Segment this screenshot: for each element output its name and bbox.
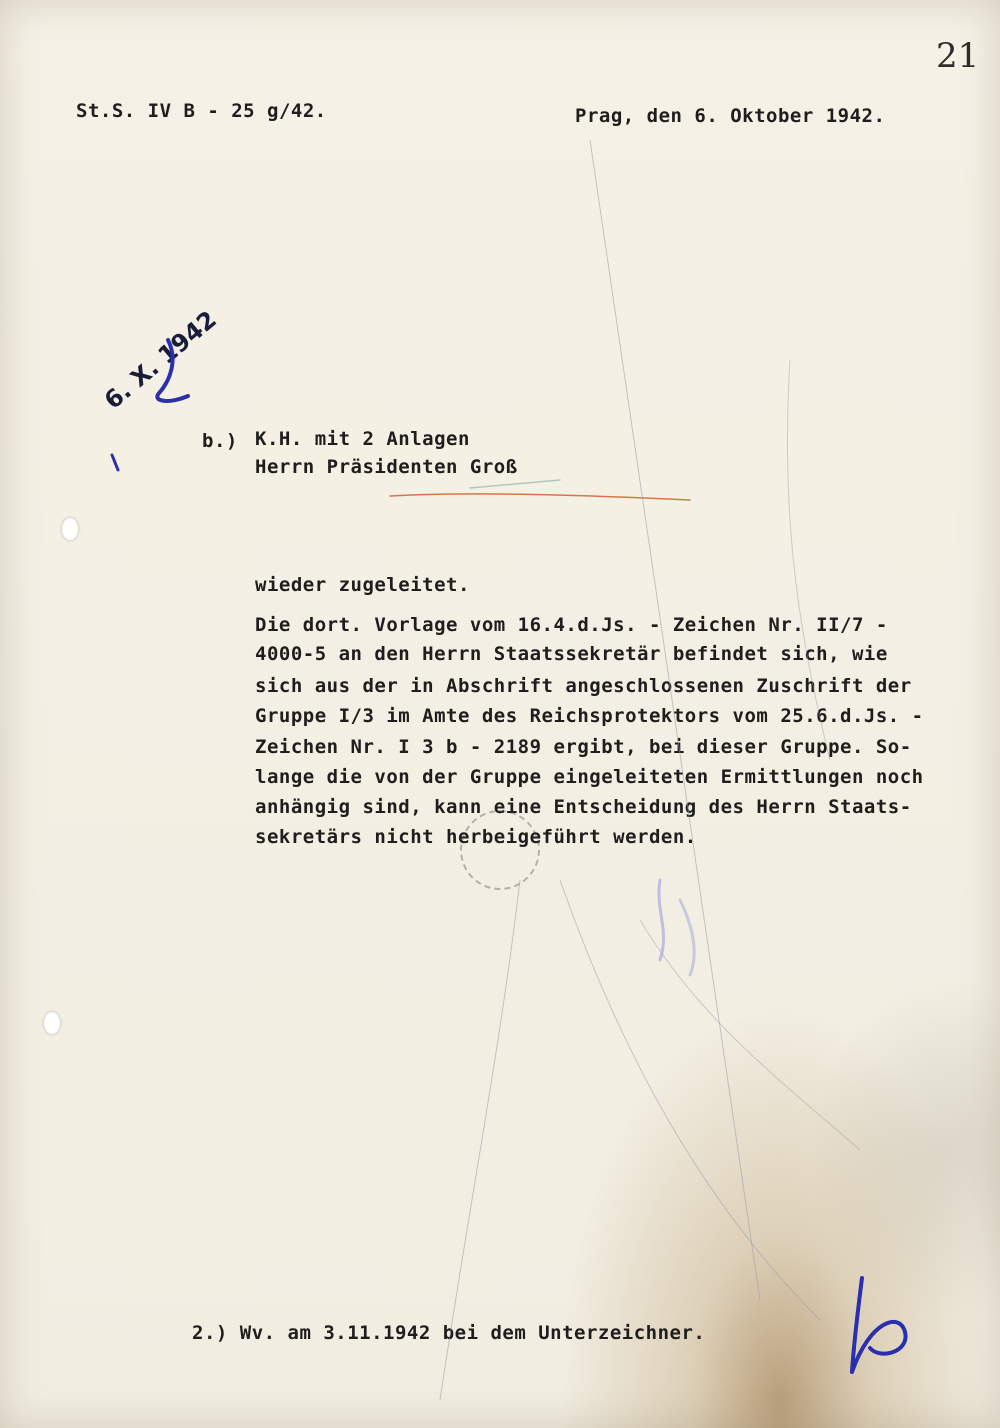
blue-initial-mark: [157, 340, 188, 401]
item-b-marker: b.): [202, 430, 238, 452]
faint-blue-mark: [659, 880, 664, 960]
reference-number: St.S. IV B - 25 g/42.: [76, 100, 327, 122]
body-line: sekretärs nicht herbeigeführt werden.: [255, 826, 697, 848]
body-line: Die dort. Vorlage vom 16.4.d.Js. - Zeichen Nr. II/7 -: [255, 614, 888, 636]
item-b-recipient: Herrn Präsidenten Groß: [255, 456, 518, 478]
body-line: sich aus der in Abschrift angeschlossenen Zuschrift der: [255, 675, 912, 697]
item-b-attachments: K.H. mit 2 Anlagen: [255, 428, 470, 450]
item-2-resubmission: 2.) Wv. am 3.11.1942 bei dem Unterzeichner.: [192, 1322, 706, 1344]
pencil-line: [640, 920, 860, 1150]
body-line: 4000-5 an den Herrn Staatssekretär befindet sich, wie: [255, 643, 888, 665]
body-line: wieder zugeleitet.: [255, 574, 470, 596]
red-underline: [390, 494, 690, 500]
pencil-line: [590, 140, 760, 1300]
pencil-line: [787, 360, 830, 760]
place-and-date: Prag, den 6. Oktober 1942.: [575, 105, 886, 127]
received-date-stamp: 6. X. 1942: [99, 305, 222, 415]
blue-signature-initial: [852, 1278, 906, 1372]
pencil-line: [440, 880, 520, 1400]
body-line: anhängig sind, kann eine Entscheidung des Herrn Staats-: [255, 796, 912, 818]
faint-green-stroke: [470, 480, 560, 488]
body-line: Zeichen Nr. I 3 b - 2189 ergibt, bei dieser Gruppe. So-: [255, 736, 912, 758]
body-line: Gruppe I/3 im Amte des Reichsprotektors vom 25.6.d.Js. -: [255, 705, 924, 727]
blue-tick-mark: [112, 455, 118, 470]
page-number: 21: [936, 36, 980, 76]
pencil-line: [560, 880, 820, 1320]
faint-blue-mark: [680, 900, 694, 975]
body-line: lange die von der Gruppe eingeleiteten Ermittlungen noch: [255, 766, 924, 788]
